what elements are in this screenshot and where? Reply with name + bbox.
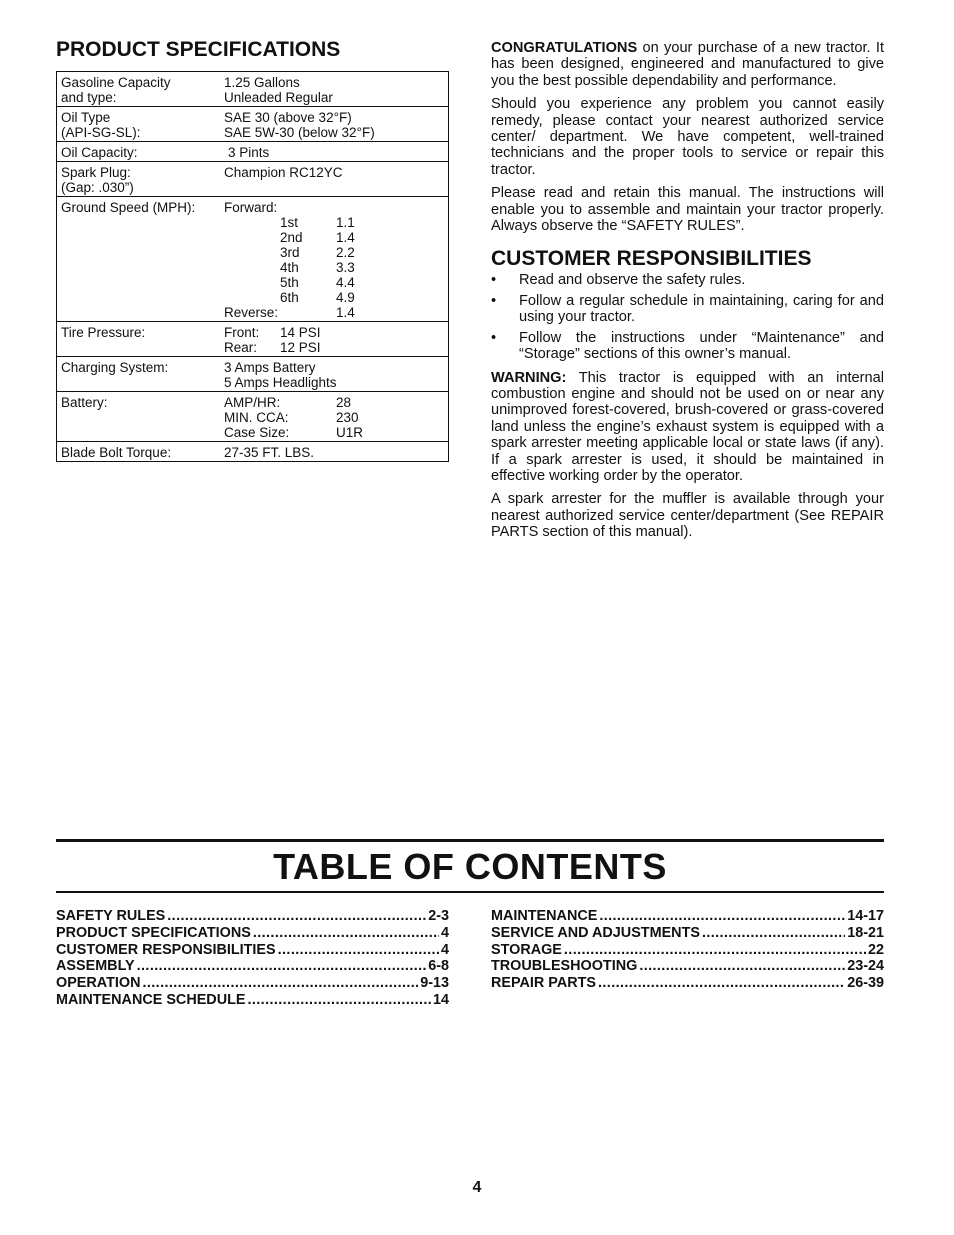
toc-entry-label: SAFETY RULES xyxy=(56,908,166,924)
battery-case-label: Case Size: xyxy=(224,425,290,440)
bullet: • xyxy=(491,272,497,289)
spec-row-charging-system xyxy=(57,357,449,392)
toc-entry-pages: 26-39 xyxy=(847,975,884,992)
list-item: • Follow the instructions under “Maintenance” and “Storage” sections of this owner’s manual. xyxy=(491,329,884,363)
battery-cca-row xyxy=(224,410,444,425)
warning-paragraph: WARNING: This tractor is equipped with an internal combustion engine and should not be used on or near any unimproved forest-covered, brush-covered or grass-covered land unless the engine’s exhaust system is equipped with a spark arrester meeting applicable local or state laws (if any). If a spark arrester is used, it should be maintained in effective working order by the operator. xyxy=(491,369,884,484)
battery-case-row xyxy=(224,425,444,440)
toc-entry-pages: 2-3 xyxy=(428,908,449,924)
gear-row xyxy=(224,230,444,245)
gear-name: 6th xyxy=(280,290,299,305)
battery-cca-label: MIN. CCA: xyxy=(224,410,289,425)
spec-label: Oil Type xyxy=(61,110,111,125)
toc-entry-pages: 6-8 xyxy=(428,958,449,975)
spec-row-blade-bolt-torque xyxy=(57,442,449,462)
toc-entry-pages: 9-13 xyxy=(420,975,449,992)
toc-entry-label: CUSTOMER RESPONSIBILITIES xyxy=(56,941,276,958)
spec-label: Gasoline Capacity xyxy=(61,75,171,90)
toc-heading: TABLE OF CONTENTS xyxy=(273,846,667,887)
toc-entry-pages: 4 xyxy=(440,941,449,958)
toc-entry-pages: 4 xyxy=(440,924,449,941)
battery-amp-value: 28 xyxy=(336,395,352,410)
gear-name: 4th xyxy=(280,260,299,275)
toc-entry-pages: 22 xyxy=(867,941,884,958)
toc-entry-storage xyxy=(491,942,884,959)
gear-row xyxy=(224,290,444,305)
congratulations-paragraph: CONGRATULATIONS on your purchase of a new tractor. It has been designed, engineered and manufactured to give you the best possible dependability and performance. xyxy=(491,40,884,89)
gear-row xyxy=(224,275,444,290)
toc-entry-label: REPAIR PARTS xyxy=(491,975,597,992)
battery-amp-label: AMP/HR: xyxy=(224,395,281,410)
toc-bottom-rule xyxy=(56,891,884,893)
read-manual-paragraph: Please read and retain this manual. The instructions will enable you to assemble and maintain your tractor properly. Always observe the “SAFETY RULES”. xyxy=(491,185,884,235)
toc-right-column xyxy=(491,908,884,992)
spec-value: 1.25 Gallons xyxy=(224,75,300,90)
spec-value: SAE 30 (above 32°F) xyxy=(224,110,352,125)
reverse-label: Reverse: xyxy=(224,305,279,320)
toc-leader-dots xyxy=(253,925,439,942)
gear-speed: 1.4 xyxy=(336,230,355,245)
gear-row xyxy=(224,245,444,260)
tire-front-value: 14 PSI xyxy=(280,325,321,340)
toc-leader-dots xyxy=(142,975,418,992)
spec-value: SAE 5W-30 (below 32°F) xyxy=(224,125,375,140)
toc-entry-label: PRODUCT SPECIFICATIONS xyxy=(56,924,251,941)
spec-row-gasoline xyxy=(57,72,449,107)
toc-left-column xyxy=(56,908,449,1009)
battery-cca-value: 230 xyxy=(336,410,359,425)
spec-label: Battery: xyxy=(61,395,108,410)
spec-value: Unleaded Regular xyxy=(224,90,333,105)
toc-entry-label: TROUBLESHOOTING xyxy=(491,958,638,975)
forward-label: Forward: xyxy=(224,200,278,215)
toc-leader-dots xyxy=(598,975,845,992)
toc-entry-product-specifications xyxy=(56,925,449,942)
spec-label: Charging System: xyxy=(61,360,169,375)
toc-entry-label: OPERATION xyxy=(56,975,141,992)
battery-amp-row xyxy=(224,395,444,410)
toc-entry-pages: 18-21 xyxy=(847,924,884,941)
toc-entry-maintenance-schedule xyxy=(56,992,449,1009)
toc-entry-safety-rules xyxy=(56,908,449,925)
toc-leader-dots xyxy=(278,942,439,959)
spec-value: 5 Amps Headlights xyxy=(224,375,337,390)
introduction-section xyxy=(491,40,884,548)
gear-name: 2nd xyxy=(280,230,303,245)
toc-leader-dots xyxy=(702,925,845,942)
toc-entry-label: MAINTENANCE xyxy=(491,908,598,924)
spec-label: Tire Pressure: xyxy=(61,325,146,340)
spec-value: 27-35 FT. LBS. xyxy=(224,445,315,460)
page-number: 4 xyxy=(472,1179,482,1196)
tire-rear-label: Rear: xyxy=(224,340,258,355)
toc-entry-troubleshooting xyxy=(491,958,884,975)
gear-name: 3rd xyxy=(280,245,300,260)
tire-rear-row xyxy=(224,340,444,355)
spec-row-battery xyxy=(57,392,449,442)
spec-row-oil-type xyxy=(57,107,449,142)
list-item: • Follow a regular schedule in maintaining, caring for and using your tractor. xyxy=(491,292,884,326)
toc-entry-service-and-adjustments xyxy=(491,925,884,942)
spec-value: Champion RC12YC xyxy=(224,165,343,180)
toc-leader-dots xyxy=(599,908,845,925)
bullet: • xyxy=(491,329,497,346)
toc-entry-pages: 23-24 xyxy=(847,958,884,975)
toc-leader-dots xyxy=(639,958,845,975)
toc-leader-dots xyxy=(137,958,427,975)
toc-entry-label: ASSEMBLY xyxy=(56,958,135,975)
battery-case-value: U1R xyxy=(336,425,364,440)
toc-entry-repair-parts xyxy=(491,975,884,992)
reverse-row xyxy=(224,305,444,320)
reverse-speed: 1.4 xyxy=(336,305,355,320)
gear-speed: 1.1 xyxy=(336,215,355,230)
spec-label: Blade Bolt Torque: xyxy=(61,445,172,460)
congratulations-heading: CONGRATULATIONS xyxy=(491,40,638,56)
spec-label: (API-SG-SL): xyxy=(61,125,141,140)
customer-responsibilities-heading: CUSTOMER RESPONSIBILITIES xyxy=(491,247,812,271)
gear-row xyxy=(224,260,444,275)
problem-paragraph: Should you experience any problem you cannot easily remedy, please contact your nearest authorized service center/ department. We have competent, well-trained technicians and the proper tools to service or repair this tractor. xyxy=(491,96,884,178)
spark-arrester-paragraph: A spark arrester for the muffler is available through your nearest authorized service center/department (See REPAIR PARTS section of this manual). xyxy=(491,491,884,541)
toc-entry-assembly xyxy=(56,958,449,975)
toc-top-rule xyxy=(56,839,884,842)
gear-speed: 2.2 xyxy=(336,245,355,260)
product-specifications-heading: PRODUCT SPECIFICATIONS xyxy=(56,38,341,61)
toc-entry-customer-responsibilities xyxy=(56,942,449,959)
toc-entry-label: SERVICE AND ADJUSTMENTS xyxy=(491,924,700,941)
spec-label: Oil Capacity: xyxy=(61,145,138,160)
toc-leader-dots xyxy=(564,942,866,959)
tire-front-row xyxy=(224,325,444,340)
toc-entry-operation xyxy=(56,975,449,992)
spec-label: Ground Speed (MPH): xyxy=(61,200,196,215)
toc-entry-label: MAINTENANCE SCHEDULE xyxy=(56,991,246,1008)
spec-value: 3 Amps Battery xyxy=(224,360,316,375)
toc-entry-label: STORAGE xyxy=(491,941,562,958)
responsibilities-list xyxy=(491,272,884,362)
spec-row-spark-plug xyxy=(57,162,449,197)
toc-entry-maintenance xyxy=(491,908,884,925)
toc-leader-dots xyxy=(167,908,426,925)
list-item: • Read and observe the safety rules. xyxy=(491,272,746,289)
spec-label: and type: xyxy=(61,90,117,105)
gear-name: 1st xyxy=(280,215,299,230)
gear-speed: 4.9 xyxy=(336,290,355,305)
bullet: • xyxy=(491,292,497,309)
gear-speed: 3.3 xyxy=(336,260,355,275)
spec-row-oil-capacity xyxy=(57,142,449,162)
spec-row-tire-pressure xyxy=(57,322,449,357)
gear-name: 5th xyxy=(280,275,299,290)
toc-entry-pages: 14 xyxy=(432,991,449,1008)
gear-row xyxy=(224,215,444,230)
tire-rear-value: 12 PSI xyxy=(280,340,321,355)
spec-label: (Gap: .030”) xyxy=(61,180,134,195)
tire-front-label: Front: xyxy=(224,325,260,340)
spec-label: Spark Plug: xyxy=(61,165,131,180)
spec-row-ground-speed xyxy=(57,197,449,322)
toc-entry-pages: 14-17 xyxy=(847,908,884,924)
spec-value: 3 Pints xyxy=(228,145,270,160)
specifications-table xyxy=(56,71,449,462)
toc-leader-dots xyxy=(247,992,431,1009)
gear-speed: 4.4 xyxy=(336,275,355,290)
warning-label: WARNING: xyxy=(491,369,567,386)
product-specifications-section xyxy=(56,38,449,462)
